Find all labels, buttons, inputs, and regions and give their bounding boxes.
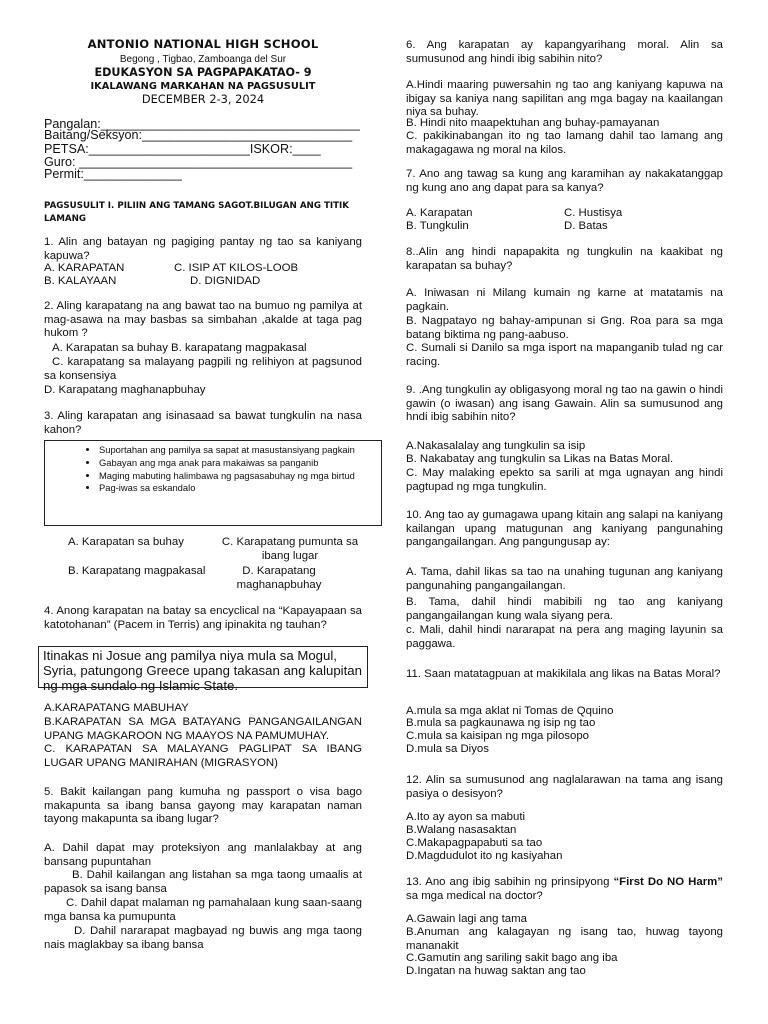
q13-option-a: A.Gawain lagi ang tama <box>406 913 527 925</box>
q11-option-a: A.mula sa mga aklat ni Tomas de Qquino <box>406 705 614 717</box>
q2-options-ab: A. Karapatan sa buhay B. karapatang magpakasal <box>52 342 307 354</box>
q9-option-c: C. May malaking epekto sa sarili at mga ugnayan ang hindi pagtupad ng mga tungkulin. <box>406 467 723 493</box>
q3-option-b: B. Karapatang magpakasal <box>68 565 206 577</box>
q13-text-pre: 13. Ano ang ibig sabihin ng prinsipyong <box>406 876 610 888</box>
q3-option-a: A. Karapatan sa buhay <box>68 536 184 548</box>
q12-option-a: A.Ito ay ayon sa mabuti <box>406 811 526 823</box>
q3-option-c: C. Karapatang pumunta sa ibang lugar <box>221 536 359 562</box>
q3-bullet: • Gabayan ang mga anak para makaiwas sa panganib <box>99 458 381 469</box>
q3-option-d: D. Karapatang maghanapbuhay <box>236 565 322 591</box>
q6-option-c: C. pakikinabangan ito ng tao lamang dahil tao lamang ang makagagawa ng moral na kilos. <box>406 130 723 156</box>
q10-option-b: B. Tama, dahil hindi mabibili ng tao ang kaniyang pangangailangan kung wala siyang pera. <box>406 596 723 622</box>
q12-option-c: C.Makapagpapabuti sa tao <box>406 837 543 849</box>
q1-option-b: B. KALAYAAN <box>44 275 117 287</box>
school-name: ANTONIO NATIONAL HIGH SCHOOL <box>87 37 319 51</box>
q8-option-b: B. Nagpatayo ng bahay-ampunan si Gng. Roa para sa mga batang biktima ng pang-aabuso. <box>406 315 723 341</box>
q11-option-c: C.mula sa kaisipan ng mga pilosopo <box>406 730 589 742</box>
q13-option-d: D.Ingatan na huwag saktan ang tao <box>406 965 586 977</box>
q9-option-a: A.Nakasalalay ang tungkulin sa isip <box>406 440 586 452</box>
field-guro: Guro: _______________________________________ <box>44 155 353 169</box>
q8-option-a: A. Iniwasan ni Milang kumain ng karne at matatamis na pagkain. <box>406 287 723 313</box>
exam-date: DECEMBER 2-3, 2024 <box>141 92 265 106</box>
q4-option-b: B.KARAPATAN SA MGA BATAYANG PANGANGAILANGAN UPANG MAGKAROON NG MAAYOS NA PAMUMUHAY. <box>44 716 362 742</box>
question-4: 4. Anong karapatan na batay sa encyclical na “Kapayapaan sa katotohanan” (Pacem in Terris) ang ipinakita ng tauhan? <box>44 605 362 631</box>
field-baitang: Baitang/Seksyon:______________________________ <box>44 128 353 142</box>
q6-option-a: A.Hindi maaring puwersahin ng tao ang kaniyang kapuwa na ibigay sa kaniya nang sapilitan ang mga bagay na kaailangan niya sa buhay. <box>406 79 723 119</box>
q9-option-b: B. Nakabatay ang tungkulin sa Likas na Batas Moral. <box>406 453 674 465</box>
q1-option-d: D. DIGNIDAD <box>190 275 261 287</box>
subject-title: EDUKASYON SA PAGPAPAKATAO- 9 <box>94 66 312 79</box>
q5-option-c: C. Dahil dapat malaman ng pamahalaan kung saan-saang mga bansa ka pumupunta <box>44 897 362 923</box>
q7-option-d: D. Batas <box>564 220 608 232</box>
question-8: 8..Alin ang hindi napapakita ng tungkulin na kaakibat ng karapatan sa buhay? <box>406 246 723 272</box>
q3-duties-box <box>44 440 382 526</box>
q1-option-c: C. ISIP AT KILOS-LOOB <box>174 262 299 274</box>
q5-option-b: B. Dahil kailangan ang listahan sa mga taong umaalis at papasok sa isang bansa <box>44 869 362 895</box>
q6-option-b: B. Hindi nito maapektuhan ang buhay-pamayanan <box>406 117 660 129</box>
q4-passage: Itinakas ni Josue ang pamilya niya mula sa Mogul, Syria, patungong Greece upang takasan ang kalupitan ng mga sundalo ng Islamic State. <box>43 648 362 694</box>
q13-principle: “First Do NO Harm” <box>613 876 723 888</box>
question-5: 5. Bakit kailangan pang kumuha ng passport o visa bago makapunta sa ibang bansa gayong may karapatan naman tayong makapunta sa ibang lugar? <box>44 786 362 826</box>
q13-option-b: B.Anuman ang kalagayan ng isang tao, huwag tayong mananakit <box>406 926 723 952</box>
q13-option-c: C.Gamutin ang sariling sakit bago ang iba <box>406 952 618 964</box>
question-10: 10. Ang tao ay gumagawa upang kitain ang salapi na kaniyang kailangan upang matugunan ang kaniyang pangunahing pangangailangan. Ang pangungusap ay: <box>406 509 723 549</box>
question-2: 2. Aling karapatang na ang bawat tao na bumuo ng pamilya at mag-asawa na may basbas sa simbahan ,akalde at taga pag hukom ? <box>44 300 362 340</box>
q3-bullet: • Pag-iwas sa eskandalo <box>99 483 381 494</box>
q11-option-b: B.mula sa pagkaunawa ng isip ng tao <box>406 717 596 729</box>
question-12: 12. Alin sa sumusunod ang naglalarawan na tama ang isang pasiya o desisyon? <box>406 774 723 800</box>
q4-option-a: A.KARAPATANG MABUHAY <box>44 702 189 714</box>
exam-term: IKALAWANG MARKAHAN NA PAGSUSULIT <box>90 81 316 92</box>
q5-option-d: D. Dahil nararapat magbayad ng buwis ang mga taong nais maglakbay sa ibang bansa <box>44 925 362 951</box>
q12-option-b: B.Walang nasasaktan <box>406 824 517 836</box>
q3-bullet: • Maging mabuting halimbawa ng pagsasabuhay ng mga birtud <box>99 471 381 482</box>
q7-option-b: B. Tungkulin <box>406 220 469 232</box>
q2-option-c: C. karapatang sa malayang pagpili ng relihiyon at pagsunod sa konsensiya <box>44 356 362 382</box>
q11-option-d: D.mula sa Diyos <box>406 743 489 755</box>
q10-option-a: A. Tama, dahil likas sa tao na unahing tugunan ang kaniyang pangunahing pangangailangan. <box>406 566 723 592</box>
question-3: 3. Aling karapatan ang isinasaad sa bawat tungkulin na nasa kahon? <box>44 410 362 436</box>
question-11: 11. Saan matatagpuan at makikilala ang likas na Batas Moral? <box>406 668 721 680</box>
q8-option-c: C. Sumali si Danilo sa mga isport na mapanganib tulad ng car racing. <box>406 342 723 368</box>
question-7: 7. Ano ang tawag sa kung ang karamihan ay nakakatanggap ng kung ano ang dapat para sa kanya? <box>406 168 723 194</box>
school-address: Begong , Tigbao, Zamboanga del Sur <box>119 54 287 65</box>
q4-passage-box <box>38 646 368 694</box>
field-petsa: PETSA:_______________________ISKOR:____ <box>44 142 321 156</box>
field-permit: Permit:______________ <box>44 167 182 181</box>
q10-option-c: c. Mali, dahil hindi nararapat na pera ang maging layunin sa paggawa. <box>406 624 723 650</box>
question-9: 9. .Ang tungkulin ay obligasyong moral ng tao na gawin o hindi gawin (o iwasan) ang isang Gawain. Alin sa sumusunod ang hndi ibig sabihin nito? <box>406 384 723 424</box>
q4-option-c: C. KARAPATAN SA MALAYANG PAGLIPAT SA IBANG LUGAR UPANG MANIRAHAN (MIGRASYON) <box>44 743 362 769</box>
question-13 <box>406 876 723 903</box>
q2-option-d: D. Karapatang maghanapbuhay <box>44 384 206 396</box>
question-1: 1. Alin ang batayan ng pagiging pantay ng tao sa kaniyang kapuwa? <box>44 236 362 262</box>
q5-option-a: A. Dahil dapat may proteksiyon ang manlalakbay at ang bansang pupuntahan <box>44 842 362 868</box>
question-6: 6. Ang karapatan ay kapangyarihang moral. Alin sa sumusunod ang hindi ibig sabihin nito? <box>406 39 723 65</box>
q7-option-a: A. Karapatan <box>406 207 473 219</box>
field-pangalan: Pangalan:_____________________________________ <box>44 117 360 131</box>
q1-option-a: A. KARAPATAN <box>44 262 125 274</box>
q3-bullet: • Suportahan ang pamilya sa sapat at masustansiyang pagkain <box>99 445 381 456</box>
instructions: PAGSUSULIT I. PILIIN ANG TAMANG SAGOT.BILUGAN ANG TITIK LAMANG <box>44 201 350 224</box>
q13-text-post: sa mga medical na doctor? <box>406 889 543 902</box>
q12-option-d: D.Magdudulot ito ng kasiyahan <box>406 850 563 862</box>
q7-option-c: C. Hustisya <box>564 207 623 219</box>
